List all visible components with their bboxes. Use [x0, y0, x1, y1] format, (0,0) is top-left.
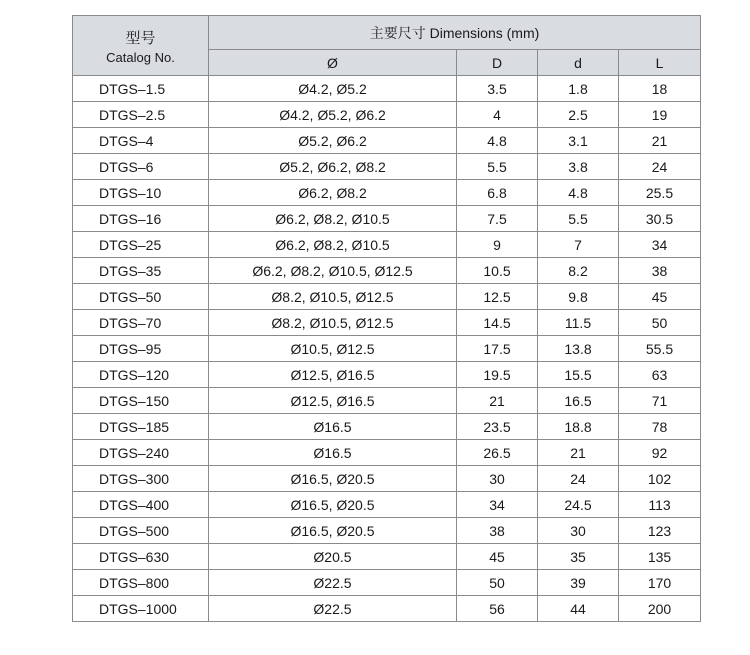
cell-D: 5.5: [457, 154, 538, 180]
header-row-top: [73, 16, 701, 50]
cell-phi: Ø22.5: [209, 596, 457, 622]
cell-model: DTGS–70: [73, 310, 209, 336]
cell-d: 1.8: [538, 76, 619, 102]
cell-D: 17.5: [457, 336, 538, 362]
cell-L: 71: [619, 388, 701, 414]
cell-D: 34: [457, 492, 538, 518]
table-row: [73, 258, 701, 284]
cell-model: DTGS–95: [73, 336, 209, 362]
cell-L: 135: [619, 544, 701, 570]
cell-model: DTGS–50: [73, 284, 209, 310]
table-row: [73, 154, 701, 180]
table-row: [73, 206, 701, 232]
table-row: [73, 388, 701, 414]
cell-L: 78: [619, 414, 701, 440]
table-row: [73, 232, 701, 258]
header-col-phi: Ø: [209, 50, 457, 76]
dimensions-table: [72, 15, 701, 622]
cell-d: 8.2: [538, 258, 619, 284]
cell-phi: Ø12.5, Ø16.5: [209, 388, 457, 414]
cell-model: DTGS–10: [73, 180, 209, 206]
header-model-cn: 型号: [125, 29, 156, 47]
cell-model: DTGS–25: [73, 232, 209, 258]
header-col-D: D: [457, 50, 538, 76]
table-row: [73, 128, 701, 154]
table-row: [73, 336, 701, 362]
cell-phi: Ø22.5: [209, 570, 457, 596]
cell-L: 50: [619, 310, 701, 336]
cell-L: 123: [619, 518, 701, 544]
header-model-en: Catalog No.: [106, 49, 175, 65]
cell-L: 25.5: [619, 180, 701, 206]
cell-L: 30.5: [619, 206, 701, 232]
cell-phi: Ø8.2, Ø10.5, Ø12.5: [209, 284, 457, 310]
cell-d: 4.8: [538, 180, 619, 206]
cell-L: 55.5: [619, 336, 701, 362]
cell-d: 24.5: [538, 492, 619, 518]
cell-model: DTGS–2.5: [73, 102, 209, 128]
cell-L: 63: [619, 362, 701, 388]
cell-D: 56: [457, 596, 538, 622]
cell-model: DTGS–4: [73, 128, 209, 154]
cell-L: 92: [619, 440, 701, 466]
cell-D: 10.5: [457, 258, 538, 284]
cell-L: 24: [619, 154, 701, 180]
cell-d: 9.8: [538, 284, 619, 310]
cell-D: 23.5: [457, 414, 538, 440]
cell-d: 13.8: [538, 336, 619, 362]
header-col-L: L: [619, 50, 701, 76]
cell-d: 39: [538, 570, 619, 596]
cell-L: 113: [619, 492, 701, 518]
cell-phi: Ø16.5, Ø20.5: [209, 492, 457, 518]
cell-d: 7: [538, 232, 619, 258]
cell-phi: Ø6.2, Ø8.2, Ø10.5: [209, 206, 457, 232]
cell-phi: Ø16.5: [209, 414, 457, 440]
cell-phi: Ø8.2, Ø10.5, Ø12.5: [209, 310, 457, 336]
table-body: [73, 76, 701, 622]
cell-model: DTGS–185: [73, 414, 209, 440]
cell-d: 2.5: [538, 102, 619, 128]
cell-phi: Ø4.2, Ø5.2: [209, 76, 457, 102]
header-catalog-cell: [73, 16, 209, 76]
cell-L: 38: [619, 258, 701, 284]
cell-L: 34: [619, 232, 701, 258]
cell-phi: Ø10.5, Ø12.5: [209, 336, 457, 362]
cell-d: 21: [538, 440, 619, 466]
cell-L: 45: [619, 284, 701, 310]
cell-model: DTGS–6: [73, 154, 209, 180]
cell-model: DTGS–300: [73, 466, 209, 492]
cell-D: 38: [457, 518, 538, 544]
cell-L: 200: [619, 596, 701, 622]
header-col-d: d: [538, 50, 619, 76]
cell-D: 50: [457, 570, 538, 596]
cell-D: 4: [457, 102, 538, 128]
cell-model: DTGS–240: [73, 440, 209, 466]
cell-D: 7.5: [457, 206, 538, 232]
cell-model: DTGS–500: [73, 518, 209, 544]
cell-D: 4.8: [457, 128, 538, 154]
cell-L: 19: [619, 102, 701, 128]
cell-model: DTGS–1000: [73, 596, 209, 622]
cell-D: 6.8: [457, 180, 538, 206]
cell-d: 44: [538, 596, 619, 622]
cell-D: 26.5: [457, 440, 538, 466]
cell-model: DTGS–35: [73, 258, 209, 284]
cell-L: 21: [619, 128, 701, 154]
cell-phi: Ø16.5: [209, 440, 457, 466]
table-row: [73, 544, 701, 570]
header-dimensions: 主要尺寸 Dimensions (mm): [209, 16, 701, 50]
cell-L: 102: [619, 466, 701, 492]
cell-D: 45: [457, 544, 538, 570]
cell-D: 21: [457, 388, 538, 414]
cell-model: DTGS–150: [73, 388, 209, 414]
table-row: [73, 570, 701, 596]
cell-phi: Ø6.2, Ø8.2, Ø10.5: [209, 232, 457, 258]
cell-L: 170: [619, 570, 701, 596]
cell-D: 9: [457, 232, 538, 258]
cell-d: 18.8: [538, 414, 619, 440]
table-row: [73, 284, 701, 310]
cell-D: 30: [457, 466, 538, 492]
cell-phi: Ø16.5, Ø20.5: [209, 518, 457, 544]
cell-D: 12.5: [457, 284, 538, 310]
table-row: [73, 518, 701, 544]
cell-d: 16.5: [538, 388, 619, 414]
cell-d: 11.5: [538, 310, 619, 336]
cell-d: 15.5: [538, 362, 619, 388]
cell-d: 3.8: [538, 154, 619, 180]
cell-L: 18: [619, 76, 701, 102]
cell-D: 19.5: [457, 362, 538, 388]
table-row: [73, 440, 701, 466]
table-row: [73, 76, 701, 102]
cell-d: 30: [538, 518, 619, 544]
table-row: [73, 492, 701, 518]
table-row: [73, 180, 701, 206]
cell-phi: Ø6.2, Ø8.2: [209, 180, 457, 206]
cell-model: DTGS–1.5: [73, 76, 209, 102]
cell-phi: Ø20.5: [209, 544, 457, 570]
table-row: [73, 466, 701, 492]
table-row: [73, 362, 701, 388]
cell-D: 3.5: [457, 76, 538, 102]
table-row: [73, 414, 701, 440]
cell-phi: Ø12.5, Ø16.5: [209, 362, 457, 388]
cell-d: 35: [538, 544, 619, 570]
cell-d: 5.5: [538, 206, 619, 232]
cell-phi: Ø5.2, Ø6.2, Ø8.2: [209, 154, 457, 180]
cell-model: DTGS–120: [73, 362, 209, 388]
table-row: [73, 102, 701, 128]
cell-d: 24: [538, 466, 619, 492]
cell-model: DTGS–800: [73, 570, 209, 596]
cell-d: 3.1: [538, 128, 619, 154]
cell-model: DTGS–16: [73, 206, 209, 232]
cell-phi: Ø4.2, Ø5.2, Ø6.2: [209, 102, 457, 128]
cell-phi: Ø5.2, Ø6.2: [209, 128, 457, 154]
cell-model: DTGS–630: [73, 544, 209, 570]
cell-model: DTGS–400: [73, 492, 209, 518]
cell-phi: Ø6.2, Ø8.2, Ø10.5, Ø12.5: [209, 258, 457, 284]
table-row: [73, 310, 701, 336]
table-row: [73, 596, 701, 622]
cell-D: 14.5: [457, 310, 538, 336]
cell-phi: Ø16.5, Ø20.5: [209, 466, 457, 492]
